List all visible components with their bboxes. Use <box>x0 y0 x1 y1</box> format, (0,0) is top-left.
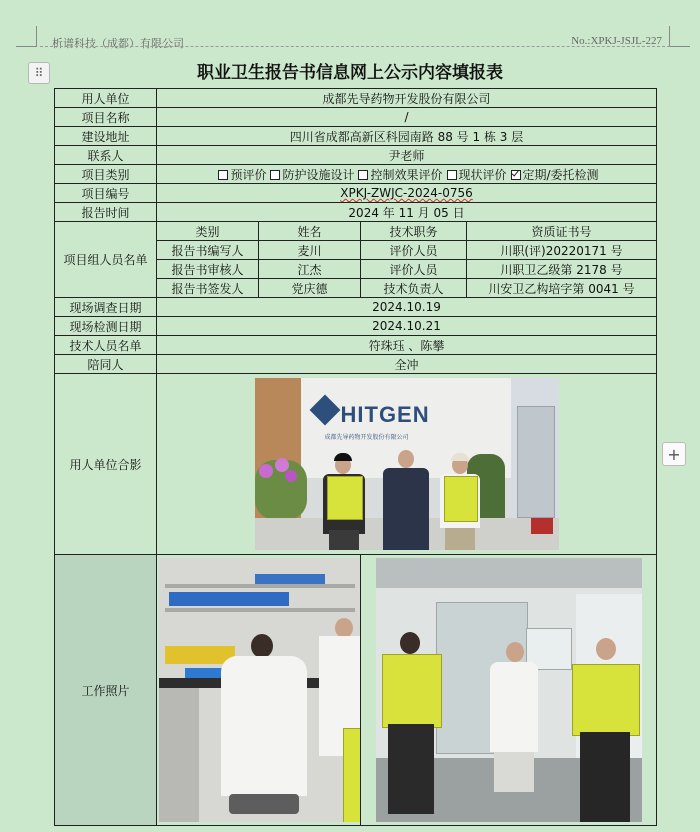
row-contact <box>55 146 657 165</box>
label-survey-date: 现场调查日期 <box>55 298 157 317</box>
team-cell[interactable]: 报告书签发人 <box>157 279 259 298</box>
team-header-name: 姓名 <box>259 222 361 241</box>
option-protection-design: 防护设施设计 <box>282 167 355 182</box>
header-rule <box>40 46 670 47</box>
header-company: 析谱科技（成都）有限公司 <box>52 37 184 50</box>
team-cell[interactable]: 川职卫乙级第 2178 号 <box>467 260 657 279</box>
label-address: 建设地址 <box>55 127 157 146</box>
plus-icon: + <box>667 444 681 464</box>
add-row-button[interactable] <box>662 442 686 466</box>
row-category <box>55 165 657 184</box>
team-cell[interactable]: 评价人员 <box>361 241 467 260</box>
drag-handle-icon: ⠿ <box>34 66 44 80</box>
row-address <box>55 127 657 146</box>
label-group-photo: 用人单位合影 <box>55 374 157 555</box>
row-technicians <box>55 336 657 355</box>
row-group-photo <box>55 374 657 555</box>
page-corner-mark-right <box>669 26 690 47</box>
team-header-row <box>55 222 657 241</box>
label-test-date: 现场检测日期 <box>55 317 157 336</box>
group-photo[interactable] <box>255 378 559 550</box>
label-report-time: 报告时间 <box>55 203 157 222</box>
label-project-no: 项目编号 <box>55 184 157 203</box>
row-work-photos <box>55 555 657 826</box>
team-cell[interactable]: 川职(评)20220171 号 <box>467 241 657 260</box>
label-team: 项目组人员名单 <box>55 222 157 298</box>
header-doc-number: No.:XPKJ-JSJL-227 <box>571 35 662 47</box>
info-form-table <box>54 88 657 826</box>
label-contact: 联系人 <box>55 146 157 165</box>
value-survey-date[interactable]: 2024.10.19 <box>157 298 657 317</box>
team-cell[interactable]: 报告书编写人 <box>157 241 259 260</box>
team-cell[interactable]: 技术负责人 <box>361 279 467 298</box>
row-report-time <box>55 203 657 222</box>
label-category: 项目类别 <box>55 165 157 184</box>
work-photo-corridor[interactable] <box>376 558 642 822</box>
label-project-name: 项目名称 <box>55 108 157 127</box>
team-header-cert: 资质证书号 <box>467 222 657 241</box>
photo-brand-text: HITGEN <box>340 402 430 427</box>
checkbox-pre-eval[interactable] <box>218 170 228 180</box>
option-pre-eval: 预评价 <box>230 167 267 182</box>
team-cell[interactable]: 评价人员 <box>361 260 467 279</box>
value-project-name[interactable]: / <box>157 108 657 127</box>
row-project-name <box>55 108 657 127</box>
team-cell[interactable]: 江杰 <box>259 260 361 279</box>
option-periodic-test: 定期/委托检测 <box>522 167 599 182</box>
row-employer <box>55 89 657 108</box>
team-cell[interactable]: 党庆德 <box>259 279 361 298</box>
page-corner-mark-left <box>16 26 37 47</box>
team-cell[interactable]: 报告书审核人 <box>157 260 259 279</box>
photo-brand-subtext: 成都先导药物开发股份有限公司 <box>324 434 409 441</box>
row-project-no <box>55 184 657 203</box>
team-cell[interactable]: 川安卫乙构培字第 0041 号 <box>467 279 657 298</box>
row-survey-date <box>55 298 657 317</box>
checkbox-periodic-test[interactable] <box>511 170 521 180</box>
checkbox-status-eval[interactable] <box>447 170 457 180</box>
value-project-no[interactable]: XPKJ-ZWJC-2024-0756 <box>340 186 473 200</box>
value-test-date[interactable]: 2024.10.21 <box>157 317 657 336</box>
value-escort[interactable]: 全冲 <box>157 355 657 374</box>
option-control-eval: 控制效果评价 <box>370 167 443 182</box>
value-employer[interactable]: 成都先导药物开发股份有限公司 <box>157 89 657 108</box>
work-photo-lab[interactable] <box>159 558 361 822</box>
value-contact[interactable]: 尹老师 <box>157 146 657 165</box>
row-test-date <box>55 317 657 336</box>
label-work-photos: 工作照片 <box>55 555 157 826</box>
checkbox-protection-design[interactable] <box>270 170 280 180</box>
category-options <box>157 165 657 184</box>
label-escort: 陪同人 <box>55 355 157 374</box>
team-header-title: 技术职务 <box>361 222 467 241</box>
value-report-time[interactable]: 2024 年 11 月 05 日 <box>157 203 657 222</box>
option-status-eval: 现状评价 <box>458 167 507 182</box>
value-address[interactable]: 四川省成都高新区科园南路 88 号 1 栋 3 层 <box>157 127 657 146</box>
team-header-category: 类别 <box>157 222 259 241</box>
row-escort <box>55 355 657 374</box>
team-cell[interactable]: 麦川 <box>259 241 361 260</box>
value-technicians[interactable]: 符珠珏 、陈攀 <box>157 336 657 355</box>
checkbox-control-eval[interactable] <box>358 170 368 180</box>
page-title: 职业卫生报告书信息网上公示内容填报表 <box>197 63 503 83</box>
label-technicians: 技术人员名单 <box>55 336 157 355</box>
label-employer: 用人单位 <box>55 89 157 108</box>
